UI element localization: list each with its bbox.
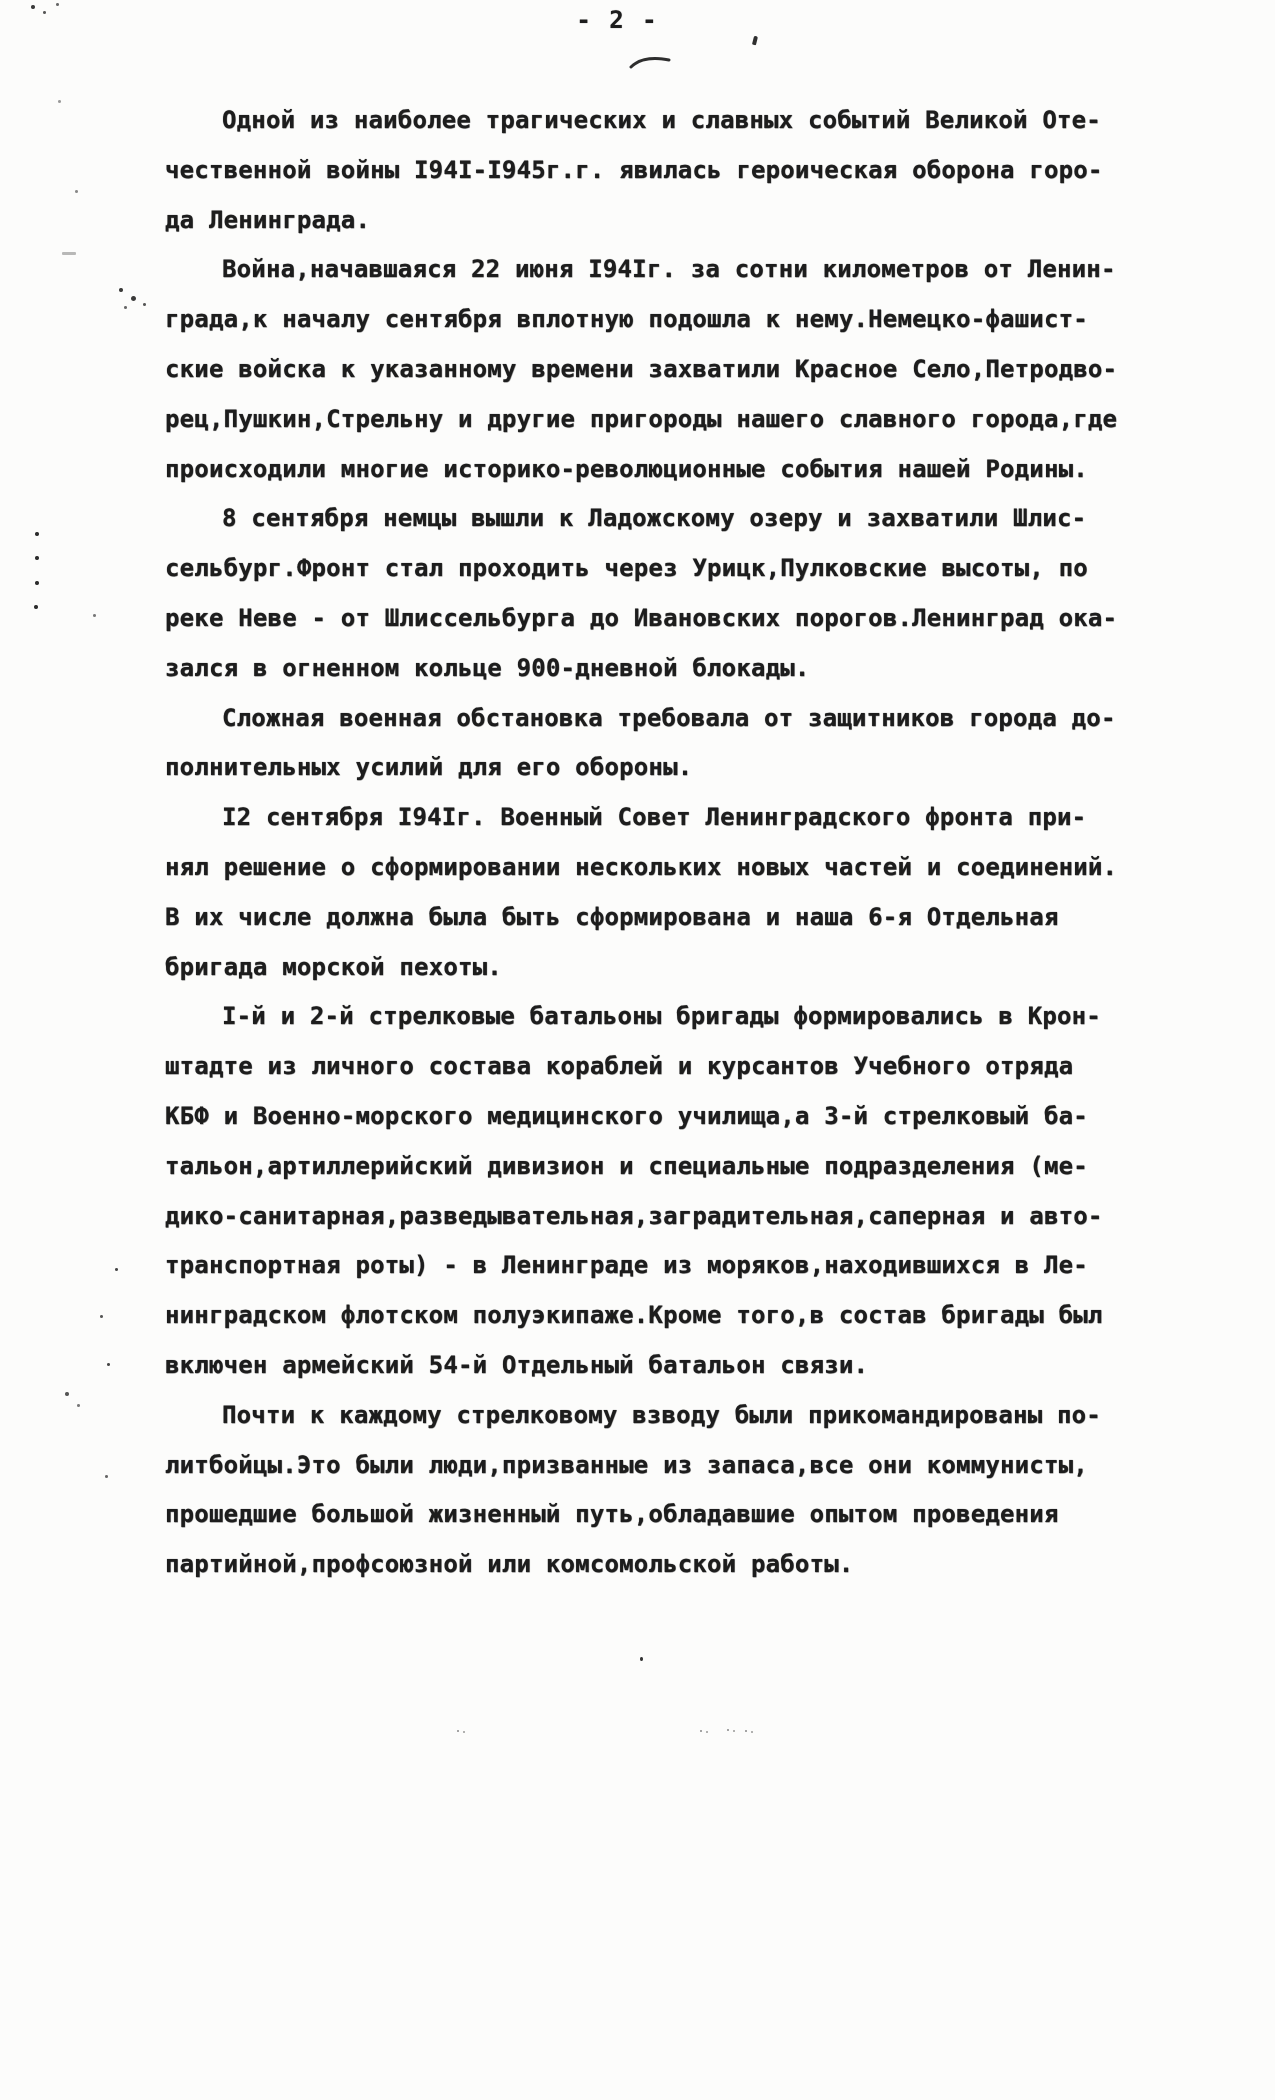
scan-speck bbox=[107, 1363, 110, 1366]
text-line: происходили многие историко-революционные события нашей Родины. bbox=[165, 454, 1088, 483]
text-line: нинградском флотском полуэкипаже.Кроме того,в состав бригады был bbox=[165, 1301, 1103, 1330]
scan-speck bbox=[457, 1730, 459, 1732]
text-line: тальон,артиллерийский дивизион и специальные подразделения (ме- bbox=[165, 1151, 1088, 1180]
text-line: Почти к каждому стрелковому взводу были прикомандированы по- bbox=[222, 1400, 1101, 1429]
scan-speck bbox=[700, 1730, 702, 1732]
scan-speck bbox=[75, 190, 78, 193]
scan-dash bbox=[62, 252, 76, 255]
stray-comma-mark bbox=[752, 36, 758, 46]
scan-speck bbox=[733, 1730, 735, 1732]
scan-speck bbox=[119, 288, 123, 292]
text-line: включен армейский 54-й Отдельный батальон связи. bbox=[165, 1350, 869, 1379]
text-line: чественной войны I94I-I945г.г. явилась героическая оборона горо- bbox=[165, 155, 1103, 184]
text-line: литбойцы.Это были люди,призванные из запаса,все они коммунисты, bbox=[165, 1450, 1088, 1479]
text-line: I2 сентября I94Iг. Военный Совет Ленинградского фронта при- bbox=[222, 803, 1087, 832]
scan-speck bbox=[35, 581, 39, 585]
text-line: I-й и 2-й стрелковые батальоны бригады формировались в Крон- bbox=[222, 1002, 1101, 1031]
scan-speck bbox=[65, 1392, 69, 1396]
scan-speck bbox=[706, 1731, 708, 1733]
text-line: полнительных усилий для его обороны. bbox=[165, 753, 693, 782]
pen-stroke-mark bbox=[628, 52, 674, 72]
scan-speck bbox=[77, 1404, 80, 1407]
text-line: сельбург.Фронт стал проходить через Урицк,Пулковские высоты, по bbox=[165, 554, 1088, 583]
text-line: рец,Пушкин,Стрельну и другие пригороды нашего славного города,где bbox=[165, 404, 1118, 433]
scan-speck bbox=[727, 1729, 729, 1731]
text-line: В их числе должна была быть сформирована и наша 6-я Отдельная bbox=[165, 902, 1059, 931]
scan-speck bbox=[56, 3, 59, 6]
scan-speck bbox=[105, 1475, 108, 1478]
text-line: 8 сентября немцы вышли к Ладожскому озеру и захватили Шлис- bbox=[222, 504, 1087, 533]
text-line: нял решение о сформировании нескольких новых частей и соединений. bbox=[165, 852, 1118, 881]
text-line: КБФ и Военно-морского медицинского училища,а 3-й стрелковый ба- bbox=[165, 1101, 1088, 1130]
scan-speck bbox=[35, 532, 39, 536]
text-line: Сложная военная обстановка требовала от защитников города до- bbox=[222, 703, 1116, 732]
document-body bbox=[165, 96, 1130, 1590]
scan-speck bbox=[58, 100, 61, 103]
scan-speck bbox=[640, 1657, 643, 1661]
scan-speck bbox=[143, 303, 146, 306]
text-line: дико-санитарная,разведывательная,заградительная,саперная и авто- bbox=[165, 1201, 1103, 1230]
scan-speck bbox=[31, 5, 35, 9]
text-line: прошедшие большой жизненный путь,обладавшие опытом проведения bbox=[165, 1500, 1059, 1529]
scan-speck bbox=[100, 1315, 103, 1318]
text-line: Одной из наиболее трагических и славных событий Великой Оте- bbox=[222, 106, 1101, 134]
text-line: зался в огненном кольце 900-дневной блокады. bbox=[165, 653, 810, 682]
page-number: - 2 - bbox=[576, 6, 659, 34]
scan-speck bbox=[35, 556, 39, 560]
text-line: бригада морской пехоты. bbox=[165, 952, 502, 981]
text-line: Война,начавшаяся 22 июня I94Iг. за сотни километров от Ленин- bbox=[222, 255, 1116, 284]
scan-speck bbox=[93, 614, 96, 617]
text-line: града,к началу сентября вплотную подошла к нему.Немецко-фашист- bbox=[165, 305, 1088, 334]
text-line: ские войска к указанному времени захватили Красное Село,Петродво- bbox=[165, 354, 1118, 383]
scan-speck bbox=[131, 296, 136, 301]
scan-speck bbox=[43, 11, 46, 14]
scan-speck bbox=[124, 306, 127, 309]
scan-speck bbox=[34, 605, 38, 609]
scan-speck bbox=[463, 1731, 465, 1733]
text-line: штадте из личного состава кораблей и курсантов Учебного отряда bbox=[165, 1052, 1074, 1081]
text-line: да Ленинграда. bbox=[165, 205, 371, 234]
scan-speck bbox=[751, 1731, 753, 1733]
text-line: реке Неве - от Шлиссельбурга до Ивановских порогов.Ленинград ока- bbox=[165, 603, 1118, 632]
text-line: транспортная роты) - в Ленинграде из моряков,находившихся в Ле- bbox=[165, 1251, 1088, 1280]
scan-speck bbox=[745, 1730, 747, 1732]
scan-speck bbox=[115, 1268, 118, 1271]
text-line: партийной,профсоюзной или комсомольской работы. bbox=[165, 1550, 854, 1579]
